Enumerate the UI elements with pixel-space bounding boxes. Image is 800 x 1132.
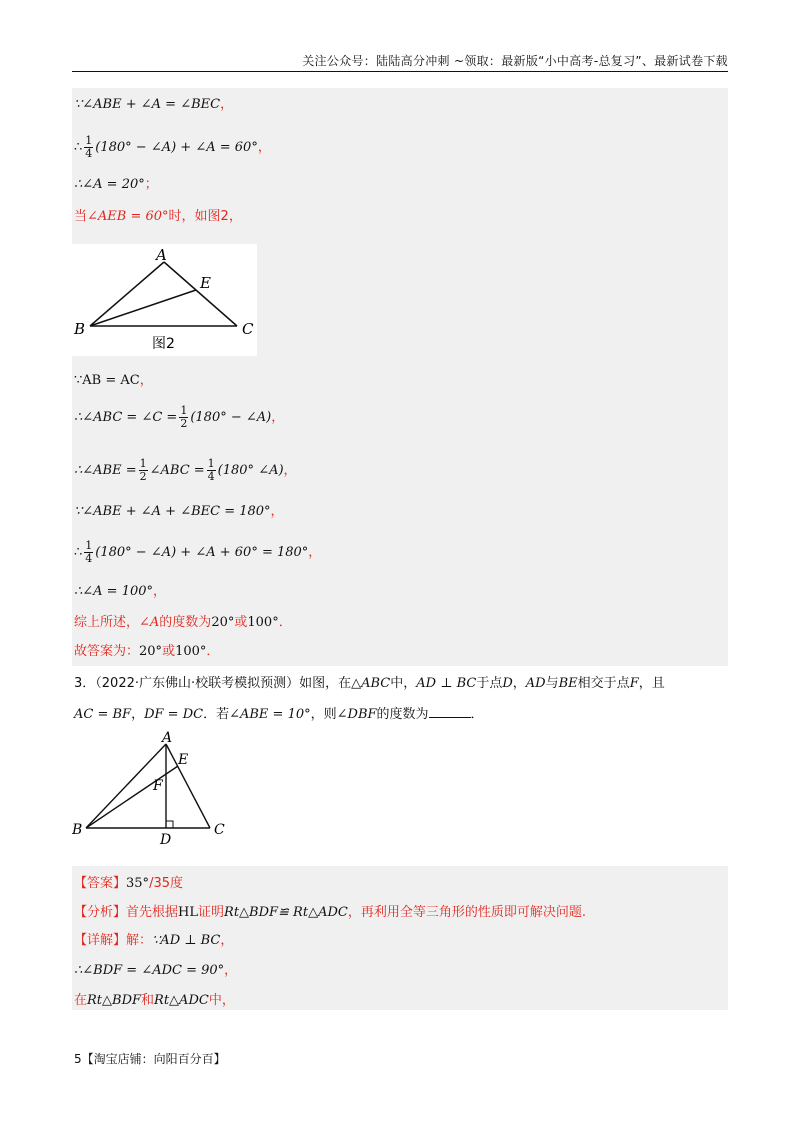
header-rule	[72, 71, 728, 72]
label-e: E	[178, 752, 189, 768]
eq-line-10: ∴∠A = 100°，	[74, 584, 167, 599]
label-d: D	[160, 832, 172, 848]
label-a: A	[156, 246, 167, 264]
solution-shade-top	[72, 88, 728, 666]
detail-line: 【详解】解：∵AD ⊥ BC，	[74, 933, 234, 948]
answer-line-part2: 故答案为：20°或100°．	[74, 644, 220, 659]
fraction: $\frac{1}{4}$	[207, 457, 215, 483]
eq-line-3: ∴∠A = 20°；	[74, 177, 158, 192]
eq-line-5: ∵AB = AC，	[74, 373, 153, 388]
page-header: 关注公众号：陆陆高分冲刺 ~领取：最新版“小中高考-总复习”、最新试卷下载	[302, 54, 728, 68]
label-a: A	[162, 730, 173, 746]
question-3-line-2: AC = BF，DF = DC．若∠ABE = 10°，则∠DBF的度数为 ．	[74, 707, 484, 722]
page-footer: 5【淘宝店铺：向阳百分百】	[74, 1052, 226, 1066]
figure-3	[72, 730, 237, 848]
eq-line-7: ∴∠ABE = $\frac{1}{2}$ ∠ABC = $\frac{1}{4}$ (180° ∠A)，	[74, 457, 297, 483]
right-angle-mark	[166, 821, 173, 828]
eq-line-6: ∴∠ABC = ∠C = $\frac{1}{2}$ (180° − ∠A)，	[74, 404, 285, 430]
math: ∵∠ABE + ∠A = ∠BEC	[74, 97, 221, 112]
fraction: $\frac{1}{2}$	[139, 457, 147, 483]
analysis-line: 【分析】首先根据HL证明Rt△BDF≌ Rt△ADC，再利用全等三角形的性质即可解决问题.	[74, 905, 586, 920]
fraction: $\frac{1}{2}$	[180, 404, 188, 430]
figure-2	[72, 244, 257, 356]
eq-line-1: ∵∠ABE + ∠A = ∠BEC，	[74, 97, 234, 112]
label-b: B	[72, 822, 83, 838]
eq-line-2: ∴ $\frac{1}{4}$ (180° − ∠A) + ∠A = 60°，	[74, 134, 271, 160]
detail-step-2: ∴∠BDF = ∠ADC = 90°，	[74, 963, 238, 978]
label-c: C	[242, 320, 254, 338]
eq-line-4: 当∠AEB = 60°时，如图2，	[74, 209, 242, 224]
figure-2-caption: 图2	[152, 336, 175, 352]
label-e: E	[200, 274, 211, 292]
answer-blank	[429, 717, 471, 718]
label-f: F	[153, 778, 163, 794]
summary-line: 综上所述，∠A的度数为20°或100°．	[74, 615, 292, 630]
label-c: C	[214, 822, 225, 838]
answer-line: 【答案】35°/35度	[74, 876, 183, 891]
eq-line-9: ∴ $\frac{1}{4}$ (180° − ∠A) + ∠A + 60° = 180°，	[74, 539, 322, 565]
fraction: $\frac{1}{4}$	[85, 134, 93, 160]
detail-step-3: 在Rt△BDF和Rt△ADC中，	[74, 993, 235, 1008]
segment-be	[86, 766, 178, 828]
question-3-line-1: 3．（2022·广东佛山·校联考模拟预测）如图，在△ABC中，AD ⊥ BC于点D，AD与BE相交于点F，且	[74, 676, 665, 691]
fraction: $\frac{1}{4}$	[85, 539, 93, 565]
label-b: B	[74, 320, 86, 338]
eq-line-8: ∵∠ABE + ∠A + ∠BEC = 180°，	[74, 504, 284, 519]
